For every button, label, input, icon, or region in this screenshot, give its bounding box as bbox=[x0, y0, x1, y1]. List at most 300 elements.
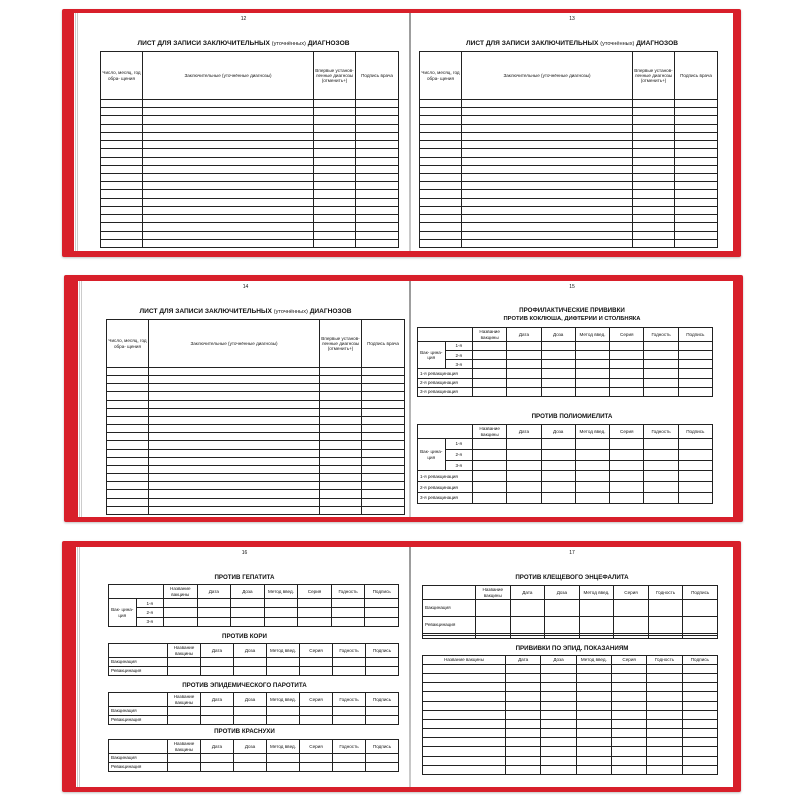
entry-cell[interactable] bbox=[644, 460, 678, 471]
entry-cell[interactable] bbox=[462, 165, 633, 173]
entry-cell[interactable] bbox=[101, 165, 143, 173]
entry-cell[interactable] bbox=[101, 132, 143, 140]
entry-cell[interactable] bbox=[473, 378, 507, 387]
entry-cell[interactable] bbox=[331, 608, 365, 617]
entry-cell[interactable] bbox=[168, 658, 201, 667]
entry-cell[interactable] bbox=[506, 692, 541, 701]
entry-cell[interactable] bbox=[362, 416, 405, 424]
entry-cell[interactable] bbox=[143, 108, 314, 116]
entry-cell[interactable] bbox=[362, 465, 405, 473]
entry-cell[interactable] bbox=[366, 707, 399, 716]
entry-cell[interactable] bbox=[320, 416, 362, 424]
entry-cell[interactable] bbox=[611, 665, 646, 674]
entry-cell[interactable] bbox=[614, 616, 649, 633]
entry-cell[interactable] bbox=[314, 124, 356, 132]
entry-cell[interactable] bbox=[575, 482, 609, 493]
entry-cell[interactable] bbox=[647, 674, 682, 683]
entry-cell[interactable] bbox=[541, 360, 575, 369]
entry-cell[interactable] bbox=[101, 116, 143, 124]
entry-cell[interactable] bbox=[462, 100, 633, 108]
entry-cell[interactable] bbox=[143, 190, 314, 198]
entry-cell[interactable] bbox=[362, 425, 405, 433]
entry-cell[interactable] bbox=[420, 239, 462, 247]
entry-cell[interactable] bbox=[614, 600, 649, 617]
entry-cell[interactable] bbox=[678, 460, 712, 471]
entry-cell[interactable] bbox=[476, 636, 511, 639]
entry-cell[interactable] bbox=[420, 173, 462, 181]
entry-cell[interactable] bbox=[365, 617, 399, 626]
entry-cell[interactable] bbox=[610, 387, 644, 396]
entry-cell[interactable] bbox=[314, 108, 356, 116]
entry-cell[interactable] bbox=[164, 617, 198, 626]
entry-cell[interactable] bbox=[149, 482, 320, 490]
entry-cell[interactable] bbox=[675, 231, 718, 239]
entry-cell[interactable] bbox=[644, 482, 678, 493]
entry-cell[interactable] bbox=[682, 674, 717, 683]
entry-cell[interactable] bbox=[107, 408, 149, 416]
entry-cell[interactable] bbox=[473, 342, 507, 351]
entry-cell[interactable] bbox=[633, 215, 675, 223]
entry-cell[interactable] bbox=[423, 765, 506, 774]
entry-cell[interactable] bbox=[644, 387, 678, 396]
entry-cell[interactable] bbox=[633, 165, 675, 173]
entry-cell[interactable] bbox=[314, 223, 356, 231]
entry-cell[interactable] bbox=[473, 387, 507, 396]
entry-cell[interactable] bbox=[644, 471, 678, 482]
entry-cell[interactable] bbox=[610, 482, 644, 493]
entry-cell[interactable] bbox=[201, 716, 234, 725]
entry-cell[interactable] bbox=[633, 182, 675, 190]
entry-cell[interactable] bbox=[143, 165, 314, 173]
entry-cell[interactable] bbox=[201, 754, 234, 763]
entry-cell[interactable] bbox=[575, 460, 609, 471]
entry-cell[interactable] bbox=[333, 763, 366, 772]
entry-cell[interactable] bbox=[101, 108, 143, 116]
entry-cell[interactable] bbox=[611, 765, 646, 774]
entry-cell[interactable] bbox=[633, 190, 675, 198]
entry-cell[interactable] bbox=[333, 716, 366, 725]
entry-cell[interactable] bbox=[267, 754, 300, 763]
entry-cell[interactable] bbox=[267, 716, 300, 725]
entry-cell[interactable] bbox=[366, 763, 399, 772]
entry-cell[interactable] bbox=[575, 471, 609, 482]
entry-cell[interactable] bbox=[101, 206, 143, 214]
entry-cell[interactable] bbox=[633, 173, 675, 181]
entry-cell[interactable] bbox=[633, 239, 675, 247]
entry-cell[interactable] bbox=[675, 206, 718, 214]
entry-cell[interactable] bbox=[682, 665, 717, 674]
entry-cell[interactable] bbox=[576, 756, 611, 765]
entry-cell[interactable] bbox=[682, 729, 717, 738]
entry-cell[interactable] bbox=[234, 716, 267, 725]
entry-cell[interactable] bbox=[473, 449, 507, 460]
entry-cell[interactable] bbox=[678, 342, 712, 351]
entry-cell[interactable] bbox=[420, 231, 462, 239]
entry-cell[interactable] bbox=[314, 239, 356, 247]
entry-cell[interactable] bbox=[423, 674, 506, 683]
entry-cell[interactable] bbox=[423, 692, 506, 701]
entry-cell[interactable] bbox=[576, 674, 611, 683]
entry-cell[interactable] bbox=[149, 490, 320, 498]
entry-cell[interactable] bbox=[231, 617, 265, 626]
entry-cell[interactable] bbox=[678, 351, 712, 360]
entry-cell[interactable] bbox=[510, 616, 545, 633]
entry-cell[interactable] bbox=[365, 608, 399, 617]
entry-cell[interactable] bbox=[541, 729, 576, 738]
entry-cell[interactable] bbox=[675, 149, 718, 157]
entry-cell[interactable] bbox=[107, 506, 149, 514]
entry-cell[interactable] bbox=[507, 482, 541, 493]
entry-cell[interactable] bbox=[644, 369, 678, 378]
entry-cell[interactable] bbox=[362, 400, 405, 408]
entry-cell[interactable] bbox=[507, 387, 541, 396]
entry-cell[interactable] bbox=[575, 360, 609, 369]
entry-cell[interactable] bbox=[541, 756, 576, 765]
entry-cell[interactable] bbox=[168, 763, 201, 772]
entry-cell[interactable] bbox=[143, 157, 314, 165]
entry-cell[interactable] bbox=[576, 701, 611, 710]
entry-cell[interactable] bbox=[675, 215, 718, 223]
entry-cell[interactable] bbox=[264, 599, 298, 608]
entry-cell[interactable] bbox=[298, 599, 332, 608]
entry-cell[interactable] bbox=[234, 667, 267, 676]
entry-cell[interactable] bbox=[541, 351, 575, 360]
entry-cell[interactable] bbox=[168, 716, 201, 725]
entry-cell[interactable] bbox=[298, 608, 332, 617]
entry-cell[interactable] bbox=[507, 351, 541, 360]
entry-cell[interactable] bbox=[234, 658, 267, 667]
entry-cell[interactable] bbox=[473, 493, 507, 504]
entry-cell[interactable] bbox=[682, 765, 717, 774]
entry-cell[interactable] bbox=[647, 710, 682, 719]
entry-cell[interactable] bbox=[506, 756, 541, 765]
entry-cell[interactable] bbox=[314, 165, 356, 173]
entry-cell[interactable] bbox=[576, 729, 611, 738]
entry-cell[interactable] bbox=[462, 231, 633, 239]
entry-cell[interactable] bbox=[682, 683, 717, 692]
entry-cell[interactable] bbox=[423, 636, 476, 639]
entry-cell[interactable] bbox=[420, 198, 462, 206]
entry-cell[interactable] bbox=[611, 674, 646, 683]
entry-cell[interactable] bbox=[648, 616, 683, 633]
entry-cell[interactable] bbox=[267, 763, 300, 772]
entry-cell[interactable] bbox=[356, 149, 399, 157]
entry-cell[interactable] bbox=[423, 710, 506, 719]
entry-cell[interactable] bbox=[462, 132, 633, 140]
entry-cell[interactable] bbox=[231, 599, 265, 608]
entry-cell[interactable] bbox=[423, 738, 506, 747]
entry-cell[interactable] bbox=[647, 756, 682, 765]
entry-cell[interactable] bbox=[234, 763, 267, 772]
entry-cell[interactable] bbox=[423, 747, 506, 756]
entry-cell[interactable] bbox=[473, 360, 507, 369]
entry-cell[interactable] bbox=[143, 223, 314, 231]
entry-cell[interactable] bbox=[541, 710, 576, 719]
entry-cell[interactable] bbox=[356, 182, 399, 190]
entry-cell[interactable] bbox=[633, 141, 675, 149]
entry-cell[interactable] bbox=[420, 165, 462, 173]
entry-cell[interactable] bbox=[314, 132, 356, 140]
entry-cell[interactable] bbox=[320, 449, 362, 457]
entry-cell[interactable] bbox=[143, 149, 314, 157]
entry-cell[interactable] bbox=[101, 100, 143, 108]
entry-cell[interactable] bbox=[633, 157, 675, 165]
entry-cell[interactable] bbox=[149, 449, 320, 457]
entry-cell[interactable] bbox=[610, 369, 644, 378]
entry-cell[interactable] bbox=[610, 460, 644, 471]
entry-cell[interactable] bbox=[320, 384, 362, 392]
entry-cell[interactable] bbox=[476, 616, 511, 633]
entry-cell[interactable] bbox=[579, 636, 614, 639]
entry-cell[interactable] bbox=[101, 231, 143, 239]
entry-cell[interactable] bbox=[197, 617, 231, 626]
entry-cell[interactable] bbox=[356, 157, 399, 165]
entry-cell[interactable] bbox=[101, 190, 143, 198]
entry-cell[interactable] bbox=[101, 124, 143, 132]
entry-cell[interactable] bbox=[149, 408, 320, 416]
entry-cell[interactable] bbox=[506, 683, 541, 692]
entry-cell[interactable] bbox=[678, 471, 712, 482]
entry-cell[interactable] bbox=[633, 149, 675, 157]
entry-cell[interactable] bbox=[356, 165, 399, 173]
entry-cell[interactable] bbox=[362, 384, 405, 392]
entry-cell[interactable] bbox=[300, 754, 333, 763]
entry-cell[interactable] bbox=[647, 701, 682, 710]
entry-cell[interactable] bbox=[541, 719, 576, 728]
entry-cell[interactable] bbox=[507, 471, 541, 482]
entry-cell[interactable] bbox=[462, 141, 633, 149]
entry-cell[interactable] bbox=[678, 493, 712, 504]
entry-cell[interactable] bbox=[506, 710, 541, 719]
entry-cell[interactable] bbox=[149, 498, 320, 506]
entry-cell[interactable] bbox=[644, 351, 678, 360]
entry-cell[interactable] bbox=[300, 716, 333, 725]
entry-cell[interactable] bbox=[149, 506, 320, 514]
entry-cell[interactable] bbox=[333, 658, 366, 667]
entry-cell[interactable] bbox=[101, 215, 143, 223]
entry-cell[interactable] bbox=[107, 441, 149, 449]
entry-cell[interactable] bbox=[107, 498, 149, 506]
entry-cell[interactable] bbox=[678, 387, 712, 396]
entry-cell[interactable] bbox=[682, 747, 717, 756]
entry-cell[interactable] bbox=[149, 425, 320, 433]
entry-cell[interactable] bbox=[356, 206, 399, 214]
entry-cell[interactable] bbox=[610, 351, 644, 360]
entry-cell[interactable] bbox=[682, 701, 717, 710]
entry-cell[interactable] bbox=[143, 141, 314, 149]
entry-cell[interactable] bbox=[314, 231, 356, 239]
entry-cell[interactable] bbox=[320, 368, 362, 376]
entry-cell[interactable] bbox=[149, 392, 320, 400]
entry-cell[interactable] bbox=[462, 124, 633, 132]
entry-cell[interactable] bbox=[320, 433, 362, 441]
entry-cell[interactable] bbox=[320, 465, 362, 473]
entry-cell[interactable] bbox=[647, 747, 682, 756]
entry-cell[interactable] bbox=[683, 616, 718, 633]
entry-cell[interactable] bbox=[575, 493, 609, 504]
entry-cell[interactable] bbox=[541, 683, 576, 692]
entry-cell[interactable] bbox=[541, 665, 576, 674]
entry-cell[interactable] bbox=[143, 182, 314, 190]
entry-cell[interactable] bbox=[507, 360, 541, 369]
entry-cell[interactable] bbox=[197, 599, 231, 608]
entry-cell[interactable] bbox=[420, 116, 462, 124]
entry-cell[interactable] bbox=[201, 707, 234, 716]
entry-cell[interactable] bbox=[541, 482, 575, 493]
entry-cell[interactable] bbox=[356, 116, 399, 124]
entry-cell[interactable] bbox=[314, 141, 356, 149]
entry-cell[interactable] bbox=[423, 719, 506, 728]
entry-cell[interactable] bbox=[362, 441, 405, 449]
entry-cell[interactable] bbox=[675, 124, 718, 132]
entry-cell[interactable] bbox=[506, 701, 541, 710]
entry-cell[interactable] bbox=[320, 490, 362, 498]
entry-cell[interactable] bbox=[675, 173, 718, 181]
entry-cell[interactable] bbox=[611, 701, 646, 710]
entry-cell[interactable] bbox=[264, 608, 298, 617]
entry-cell[interactable] bbox=[333, 754, 366, 763]
entry-cell[interactable] bbox=[462, 173, 633, 181]
entry-cell[interactable] bbox=[678, 482, 712, 493]
entry-cell[interactable] bbox=[143, 173, 314, 181]
entry-cell[interactable] bbox=[149, 433, 320, 441]
entry-cell[interactable] bbox=[576, 665, 611, 674]
entry-cell[interactable] bbox=[579, 600, 614, 617]
entry-cell[interactable] bbox=[420, 206, 462, 214]
entry-cell[interactable] bbox=[366, 754, 399, 763]
entry-cell[interactable] bbox=[314, 149, 356, 157]
entry-cell[interactable] bbox=[576, 765, 611, 774]
entry-cell[interactable] bbox=[107, 400, 149, 408]
entry-cell[interactable] bbox=[647, 683, 682, 692]
entry-cell[interactable] bbox=[507, 439, 541, 450]
entry-cell[interactable] bbox=[541, 493, 575, 504]
entry-cell[interactable] bbox=[675, 132, 718, 140]
entry-cell[interactable] bbox=[644, 378, 678, 387]
entry-cell[interactable] bbox=[356, 108, 399, 116]
entry-cell[interactable] bbox=[506, 738, 541, 747]
entry-cell[interactable] bbox=[149, 457, 320, 465]
entry-cell[interactable] bbox=[576, 719, 611, 728]
entry-cell[interactable] bbox=[149, 416, 320, 424]
entry-cell[interactable] bbox=[356, 223, 399, 231]
entry-cell[interactable] bbox=[462, 190, 633, 198]
entry-cell[interactable] bbox=[423, 665, 506, 674]
entry-cell[interactable] bbox=[107, 416, 149, 424]
entry-cell[interactable] bbox=[362, 368, 405, 376]
entry-cell[interactable] bbox=[320, 457, 362, 465]
entry-cell[interactable] bbox=[633, 132, 675, 140]
entry-cell[interactable] bbox=[267, 658, 300, 667]
entry-cell[interactable] bbox=[507, 369, 541, 378]
entry-cell[interactable] bbox=[107, 457, 149, 465]
entry-cell[interactable] bbox=[356, 100, 399, 108]
entry-cell[interactable] bbox=[678, 439, 712, 450]
entry-cell[interactable] bbox=[462, 157, 633, 165]
entry-cell[interactable] bbox=[610, 378, 644, 387]
entry-cell[interactable] bbox=[107, 449, 149, 457]
entry-cell[interactable] bbox=[644, 493, 678, 504]
entry-cell[interactable] bbox=[366, 658, 399, 667]
entry-cell[interactable] bbox=[610, 449, 644, 460]
entry-cell[interactable] bbox=[267, 707, 300, 716]
entry-cell[interactable] bbox=[423, 683, 506, 692]
entry-cell[interactable] bbox=[101, 223, 143, 231]
entry-cell[interactable] bbox=[420, 149, 462, 157]
entry-cell[interactable] bbox=[101, 198, 143, 206]
entry-cell[interactable] bbox=[149, 474, 320, 482]
entry-cell[interactable] bbox=[107, 490, 149, 498]
entry-cell[interactable] bbox=[143, 206, 314, 214]
entry-cell[interactable] bbox=[507, 378, 541, 387]
entry-cell[interactable] bbox=[201, 667, 234, 676]
entry-cell[interactable] bbox=[506, 747, 541, 756]
entry-cell[interactable] bbox=[507, 449, 541, 460]
entry-cell[interactable] bbox=[107, 425, 149, 433]
entry-cell[interactable] bbox=[362, 457, 405, 465]
entry-cell[interactable] bbox=[362, 498, 405, 506]
entry-cell[interactable] bbox=[300, 707, 333, 716]
entry-cell[interactable] bbox=[507, 493, 541, 504]
entry-cell[interactable] bbox=[633, 116, 675, 124]
entry-cell[interactable] bbox=[462, 223, 633, 231]
entry-cell[interactable] bbox=[320, 376, 362, 384]
entry-cell[interactable] bbox=[647, 738, 682, 747]
entry-cell[interactable] bbox=[675, 108, 718, 116]
entry-cell[interactable] bbox=[356, 239, 399, 247]
entry-cell[interactable] bbox=[462, 182, 633, 190]
entry-cell[interactable] bbox=[610, 493, 644, 504]
entry-cell[interactable] bbox=[541, 701, 576, 710]
entry-cell[interactable] bbox=[506, 719, 541, 728]
entry-cell[interactable] bbox=[647, 765, 682, 774]
entry-cell[interactable] bbox=[420, 141, 462, 149]
entry-cell[interactable] bbox=[234, 707, 267, 716]
entry-cell[interactable] bbox=[675, 182, 718, 190]
entry-cell[interactable] bbox=[614, 636, 649, 639]
entry-cell[interactable] bbox=[644, 449, 678, 460]
entry-cell[interactable] bbox=[264, 617, 298, 626]
entry-cell[interactable] bbox=[682, 692, 717, 701]
entry-cell[interactable] bbox=[314, 215, 356, 223]
entry-cell[interactable] bbox=[420, 157, 462, 165]
entry-cell[interactable] bbox=[473, 460, 507, 471]
entry-cell[interactable] bbox=[683, 600, 718, 617]
entry-cell[interactable] bbox=[462, 108, 633, 116]
entry-cell[interactable] bbox=[647, 729, 682, 738]
entry-cell[interactable] bbox=[675, 157, 718, 165]
entry-cell[interactable] bbox=[541, 387, 575, 396]
entry-cell[interactable] bbox=[575, 351, 609, 360]
entry-cell[interactable] bbox=[545, 600, 580, 617]
entry-cell[interactable] bbox=[611, 719, 646, 728]
entry-cell[interactable] bbox=[107, 474, 149, 482]
entry-cell[interactable] bbox=[356, 215, 399, 223]
entry-cell[interactable] bbox=[234, 754, 267, 763]
entry-cell[interactable] bbox=[610, 439, 644, 450]
entry-cell[interactable] bbox=[320, 498, 362, 506]
entry-cell[interactable] bbox=[611, 729, 646, 738]
entry-cell[interactable] bbox=[473, 471, 507, 482]
entry-cell[interactable] bbox=[143, 132, 314, 140]
entry-cell[interactable] bbox=[675, 116, 718, 124]
entry-cell[interactable] bbox=[678, 360, 712, 369]
entry-cell[interactable] bbox=[541, 449, 575, 460]
entry-cell[interactable] bbox=[675, 239, 718, 247]
entry-cell[interactable] bbox=[610, 342, 644, 351]
entry-cell[interactable] bbox=[356, 231, 399, 239]
entry-cell[interactable] bbox=[362, 490, 405, 498]
